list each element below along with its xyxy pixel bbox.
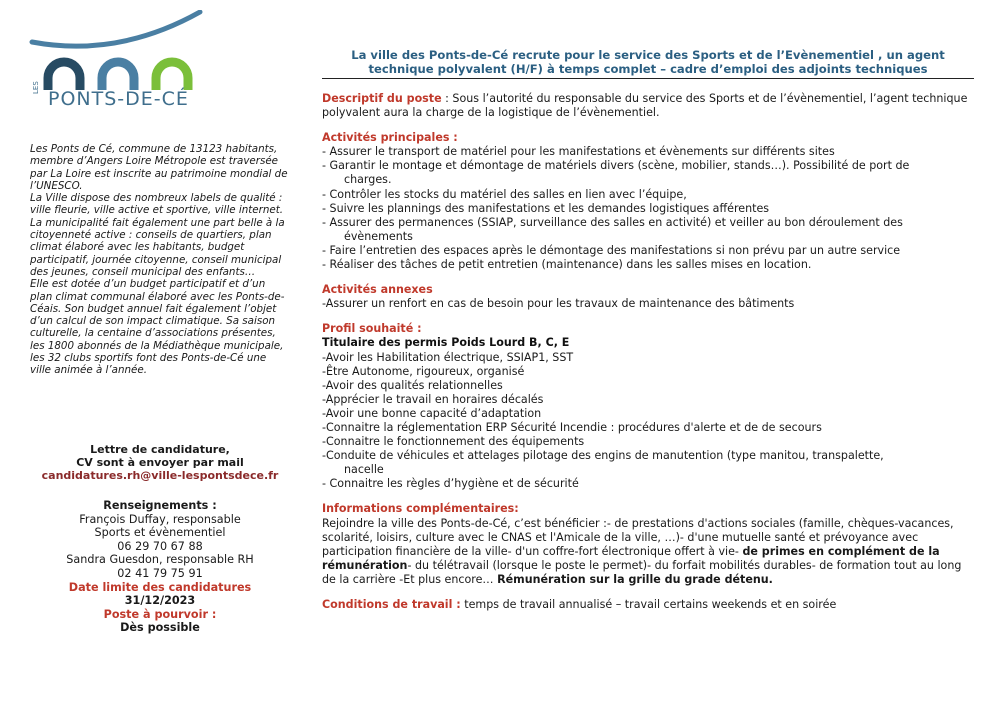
- infos-bold-remuneration: Rémunération sur la grille du grade détenu.: [497, 572, 773, 586]
- job-title: [322, 48, 974, 77]
- application-info: [20, 443, 300, 483]
- job-description: [322, 92, 976, 623]
- contact-phone: 06 29 70 67 88: [117, 539, 203, 553]
- city-intro: [30, 143, 288, 377]
- apply-email-link[interactable]: candidatures.rh@ville-lespontsdece.fr: [41, 469, 279, 483]
- contact-line: Sports et évènementiel: [94, 526, 226, 540]
- infos-section: [322, 502, 976, 587]
- apply-line-1: Lettre de candidature,: [90, 443, 230, 456]
- infos-heading: Informations complémentaires:: [322, 502, 519, 516]
- logo-wordmark: [32, 81, 189, 110]
- list-item: -Avoir une bonne capacité d’adaptation: [322, 406, 542, 420]
- profil-section: [322, 322, 976, 491]
- job-title-line-2: technique polyvalent (H/F) à temps complet – cadre d’emploi des adjoints techniques: [368, 62, 928, 77]
- conditions-section: [322, 598, 976, 612]
- list-item: - Assurer le transport de matériel pour les manifestations et évènements sur différents sites: [322, 145, 835, 159]
- post-value: Dès possible: [120, 621, 200, 635]
- job-title-line-1: La ville des Ponts-de-Cé recrute pour le service des Sports et de l’Evènementiel , un agent: [351, 48, 945, 62]
- descriptif-text: : Sous l’autorité du responsable du service des Sports et de l’évènementiel, l’agent technique polyvalent aura la charge de la logistique de l’évènementiel.: [322, 92, 968, 120]
- list-item: -Apprécier le travail en horaires décalés: [322, 392, 544, 406]
- annexes-heading: Activités annexes: [322, 283, 433, 297]
- list-item-continuation: charges.: [344, 173, 392, 187]
- intro-paragraph: Elle est dotée d’un budget participatif et d’un plan climat communal élaboré avec les Ponts-de-Céais. Son budget annuel fait également l’objet d’un calcul de son impact climatique. Sa saison culturelle, la centaine d’associations présentes, les 1800 abonnés de la Médiathèque municipale, les 32 clubs sportifs font des Ponts-de-Cé une ville animée à l’année.: [30, 278, 285, 377]
- profil-heading: Profil souhaité :: [322, 322, 422, 336]
- deadline-value: 31/12/2023: [124, 594, 196, 608]
- profil-subheading: Titulaire des permis Poids Lourd B, C, E: [322, 336, 570, 350]
- list-item: -Être Autonome, rigoureux, organisé: [322, 364, 525, 378]
- post-label: Poste à pourvoir :: [103, 607, 217, 621]
- intro-paragraph: La Ville dispose des nombreux labels de qualité : ville fleurie, ville active et sportive, ville internet.: [30, 192, 284, 217]
- logo-les: LES: [32, 81, 40, 94]
- logo-name: PONTS-DE-CÉ: [48, 88, 189, 110]
- infos-paragraph: [322, 517, 976, 587]
- logo-graphic: [28, 10, 218, 95]
- list-item: - Garantir le montage et démontage de matériels divers (scène, mobilier, stands…). Possibilité de port de: [322, 159, 910, 173]
- infos-text: - du télétravail (lorsque le poste le permet)- du forfait mobilités durables- de formation tout au long de la carrière -Et plus encore…: [322, 558, 962, 586]
- list-item: -Conduite de véhicules et attelages pilotage des engins de manutention (type manitou, transpalette,: [322, 449, 884, 463]
- list-item-continuation: nacelle: [344, 463, 384, 477]
- contact-phone: 02 41 79 75 91: [117, 566, 203, 580]
- intro-paragraph: La municipalité fait également une part belle à la citoyenneté active : conseils de quartiers, plan climat élaboré avec les habitants, budget participatif, journée citoyenne, conseil municipal des jeunes, conseil municipal des enfants…: [30, 216, 285, 278]
- conditions-text: temps de travail annualisé – travail certains weekends et en soirée: [460, 598, 837, 611]
- list-item: -Assurer un renfort en cas de besoin pour les travaux de maintenance des bâtiments: [322, 297, 795, 311]
- list-item: - Réaliser des tâches de petit entretien (maintenance) dans les salles mises en location.: [322, 258, 812, 272]
- title-divider: [322, 78, 974, 79]
- conditions-heading: Conditions de travail :: [322, 598, 461, 611]
- descriptif-section: [322, 92, 976, 120]
- contact-info: [20, 499, 300, 635]
- infos-text: Rejoindre la ville des Ponts-de-Cé, c’est bénéficier :- de prestations d'actions sociales (famille, chèques-vacances, scolarité, loisirs, culture avec le CNAS et l'Amicale de la ville, …)- d'une mutuelle santé et prévoyance avec participation financière de la ville- d'un coffre-fort électronique offert à vie-: [322, 516, 954, 558]
- list-item: - Assurer des permanences (SSIAP, surveillance des salles en activité) et veiller au bon déroulement des: [322, 215, 903, 229]
- contact-line: François Duffay, responsable: [79, 512, 241, 526]
- list-item: -Avoir des qualités relationnelles: [322, 378, 503, 392]
- list-item: -Connaitre le fonctionnement des équipements: [322, 435, 585, 449]
- list-item: - Faire l’entretien des espaces après le démontage des manifestations si non prévu par un autre service: [322, 243, 901, 257]
- activites-heading: Activités principales :: [322, 131, 458, 145]
- list-item-continuation: évènements: [344, 229, 413, 243]
- list-item: - Contrôler les stocks du matériel des salles en lien avec l’équipe,: [322, 187, 687, 201]
- apply-line-2: CV sont à envoyer par mail: [76, 456, 244, 470]
- contact-line: Sandra Guesdon, responsable RH: [66, 553, 254, 567]
- contact-heading: Renseignements :: [103, 499, 217, 512]
- infos-bold-primes: de primes en complément de la rémunération: [322, 544, 940, 572]
- annexes-section: [322, 283, 976, 311]
- list-item: -Connaitre la réglementation ERP Sécurité Incendie : procédures d'alerte et de de secours: [322, 420, 822, 434]
- list-item: - Suivre les plannings des manifestations et les demandes logistiques afférentes: [322, 201, 770, 215]
- activites-section: [322, 131, 976, 272]
- descriptif-heading: Descriptif du poste: [322, 92, 442, 105]
- deadline-label: Date limite des candidatures: [68, 580, 252, 594]
- intro-paragraph: Les Ponts de Cé, commune de 13123 habitants, membre d’Angers Loire Métropole est traversée par La Loire est inscrite au patrimoine mondial de l’UNESCO.: [30, 143, 288, 192]
- list-item: - Connaitre les règles d’hygiène et de sécurité: [322, 477, 579, 491]
- list-item: -Avoir les Habilitation électrique, SSIAP1, SST: [322, 350, 574, 364]
